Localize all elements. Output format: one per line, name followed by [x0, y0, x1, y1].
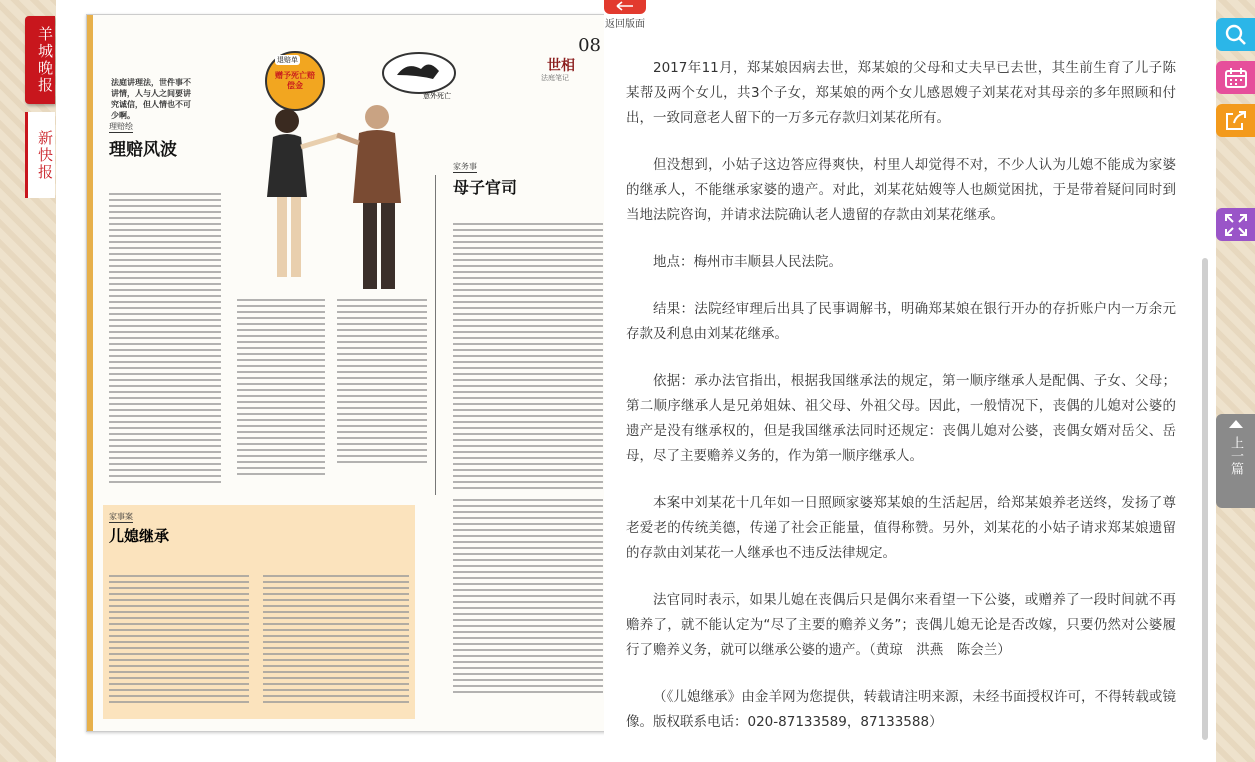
article-paragraph: 结果：法院经审理后出具了民事调解书，明确郑某娘在银行开办的存折账户内一万余元存款及利息由刘某花继承。: [626, 301, 1176, 342]
newspaper-page[interactable]: [86, 14, 620, 732]
share-icon: [1224, 109, 1248, 133]
article-paragraph: 本案中刘某花十几年如一日照顾家婆郑某娘的生活起居，给郑某娘养老送终，发扬了尊老爱老的传统美德，传递了社会正能量，值得称赞。另外，刘某花的小姑子请求郑某娘遗留的存款由刘某花一人继承也不违反法律规定。: [626, 495, 1176, 561]
article-panel: [604, 0, 1216, 762]
page-slogan: 法庭讲理法，世件事不讲情，人与人之间要讲究诚信，但人情也不可少啊。: [111, 78, 191, 120]
story1-text-column-2: [237, 299, 325, 479]
fullscreen-button[interactable]: [1216, 208, 1255, 241]
back-to-layout-label[interactable]: 返回版面: [605, 19, 645, 30]
calendar-button[interactable]: [1216, 61, 1255, 94]
story1-label: 理赔绘: [109, 122, 133, 131]
story1-headline[interactable]: 理赔风波: [109, 140, 177, 160]
arrow-up-icon: [1229, 420, 1243, 428]
story1-text-column-3: [337, 299, 427, 467]
back-to-layout-button[interactable]: [604, 0, 646, 14]
previous-article-button[interactable]: [1216, 414, 1255, 508]
section-title: 世相: [547, 58, 575, 74]
accident-icon: [379, 51, 457, 95]
search-button[interactable]: [1216, 18, 1255, 51]
bubble-accident-label: 意外死亡: [423, 92, 451, 100]
story2-text-column: [453, 223, 603, 493]
article-paragraph: 但没想到，小姑子这边答应得爽快，村里人却觉得不对，不少人认为儿媳不能成为家婆的继承人，不能继承家婆的遗产。对此，刘某花姑嫂等人也颇觉困扰，于是带着疑问同时到当地法院咨询，并请求法院确认老人遗留的存款由刘某花继承。: [626, 157, 1176, 223]
article-scrollbar[interactable]: [1202, 258, 1208, 740]
fullscreen-icon: [1223, 212, 1249, 238]
story3-label: 家事案: [109, 512, 133, 521]
newspaper-panel: [56, 0, 604, 762]
story3-text-column: [109, 575, 249, 707]
article-paragraph: 法官同时表示，如果儿媳在丧偶后只是偶尔来看望一下公婆，或赠养了一段时间就不再赡养了，就不能认定为“尽了主要的赡养义务”；丧偶儿媳无论是否改嫁，只要仍然对公婆履行了赡养义务，就可以继承公婆的遗产。（黄琼 洪燕 陈会兰）: [626, 592, 1176, 658]
article-paragraph: 2017年11月，郑某娘因病去世，郑某娘的父母和丈夫早已去世，其生前生育了儿子陈某帮及两个女儿，共3个子女，郑某娘的两个女儿感恩嫂子刘某花对其母亲的多年照顾和付出，一致同意老人留下的一万多元存款归刘某花所有。: [626, 60, 1176, 126]
story3-text-column-2: [263, 575, 409, 707]
article-paragraph: 依据：承办法官指出，根据我国继承法的规定，第一顺序继承人是配偶、子女、父母；第二顺序继承人是兄弟姐妹、祖父母、外祖父母。因此，一般情况下，丧偶的儿媳对公婆的遗产是没有继承权的，但是我国继承法同时还规定：丧偶儿媳对公婆，丧偶女婿对岳父、岳母，尽了主要赡养义务的，作为第一顺序继承人。: [626, 373, 1176, 464]
story2-label: 家务事: [453, 162, 477, 171]
bubble-claim-title: 退赔单: [277, 56, 298, 64]
article-paragraph: 地点：梅州市丰顺县人民法院。: [653, 254, 842, 270]
tab-yangcheng-evening-news[interactable]: 羊城晚报: [25, 16, 55, 104]
column-divider: [435, 175, 436, 495]
share-button[interactable]: [1216, 104, 1255, 137]
illustration-bubble-claim: [265, 51, 325, 111]
story2-headline[interactable]: 母子官司: [453, 178, 518, 197]
story2-text-column-2: [453, 499, 603, 697]
story1-text-column: [109, 193, 221, 487]
arrow-left-icon: [615, 0, 635, 12]
search-icon: [1224, 23, 1248, 47]
previous-article-label: 上一篇: [1228, 436, 1243, 475]
article-paragraph: （《儿媳继承》由金羊网为您提供，转载请注明来源，未经书面授权许可，不得转载或镜像。版权联系电话：020-87133589，87133588）: [626, 689, 1176, 730]
story3-headline[interactable]: 儿媳继承: [109, 527, 170, 545]
page-edge-bar: [87, 15, 93, 731]
tab-xinkuai-news[interactable]: 新快报: [25, 112, 55, 198]
page-number: 08: [578, 35, 601, 56]
section-subtitle: 法庭笔记: [541, 74, 569, 82]
illustration-two-people: [237, 103, 433, 293]
calendar-icon: [1224, 67, 1248, 89]
article-body: [626, 56, 1176, 757]
illustration-bubble-accident: [379, 51, 457, 101]
bubble-claim-text: 赠予死亡赔偿金: [275, 71, 315, 90]
